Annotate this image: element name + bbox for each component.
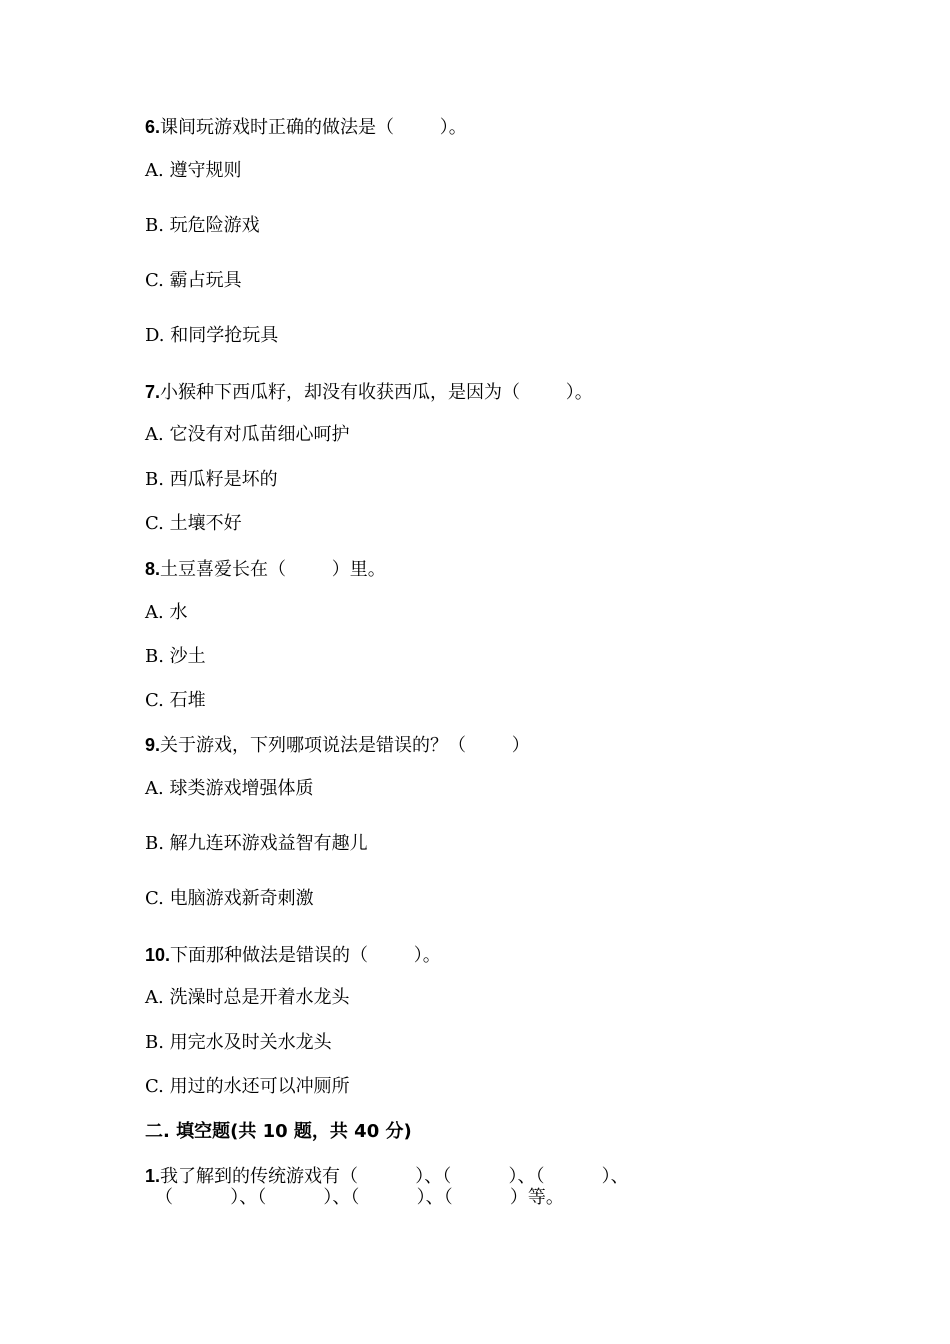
option-c: C. 霸占玩具 — [145, 270, 242, 291]
option-c: C. 石堆 — [145, 690, 206, 711]
option-a: A. 水 — [145, 602, 188, 623]
option-c: C. 用过的水还可以冲厕所 — [145, 1076, 350, 1097]
question-10 — [145, 943, 441, 968]
question-text: 我了解到的传统游戏有（ ）、（ ）、（ ）、 — [160, 1166, 629, 1187]
option-a: A. 它没有对瓜苗细心呵护 — [145, 424, 350, 445]
option-a: A. 遵守规则 — [145, 160, 242, 181]
option-a: A. 球类游戏增强体质 — [145, 778, 314, 799]
question-number: 7. — [145, 382, 161, 402]
option-c: C. 土壤不好 — [145, 513, 242, 534]
question-number: 6. — [145, 117, 161, 137]
fill-question-1-continued: （ ）、（ ）、（ ）、（ ）等。 — [155, 1187, 564, 1208]
question-text: 课间玩游戏时正确的做法是（ ）。 — [160, 117, 467, 138]
option-b: B. 用完水及时关水龙头 — [145, 1032, 332, 1053]
question-text: 关于游戏，下列哪项说法是错误的？（ ） — [160, 735, 530, 756]
question-text: 下面那种做法是错误的（ ）。 — [170, 945, 441, 966]
option-b: B. 西瓜籽是坏的 — [145, 469, 278, 490]
question-number: 9. — [145, 735, 161, 755]
question-number: 8. — [145, 559, 161, 579]
question-text: 土豆喜爱长在（ ）里。 — [160, 559, 386, 580]
option-d: D. 和同学抢玩具 — [145, 325, 279, 346]
question-text: 小猴种下西瓜籽，却没有收获西瓜，是因为（ ）。 — [160, 382, 593, 403]
question-9 — [145, 733, 530, 758]
option-b: B. 沙土 — [145, 646, 206, 667]
question-number: 1. — [145, 1166, 161, 1186]
section-heading: 二. 填空题(共 10 题，共 40 分) — [145, 1121, 412, 1142]
question-8 — [145, 557, 386, 582]
option-b: B. 玩危险游戏 — [145, 215, 260, 236]
option-a: A. 洗澡时总是开着水龙头 — [145, 987, 350, 1008]
question-number: 10. — [145, 945, 171, 965]
question-6 — [145, 115, 467, 140]
question-7 — [145, 380, 593, 405]
option-b: B. 解九连环游戏益智有趣儿 — [145, 833, 368, 854]
option-c: C. 电脑游戏新奇刺激 — [145, 888, 314, 909]
